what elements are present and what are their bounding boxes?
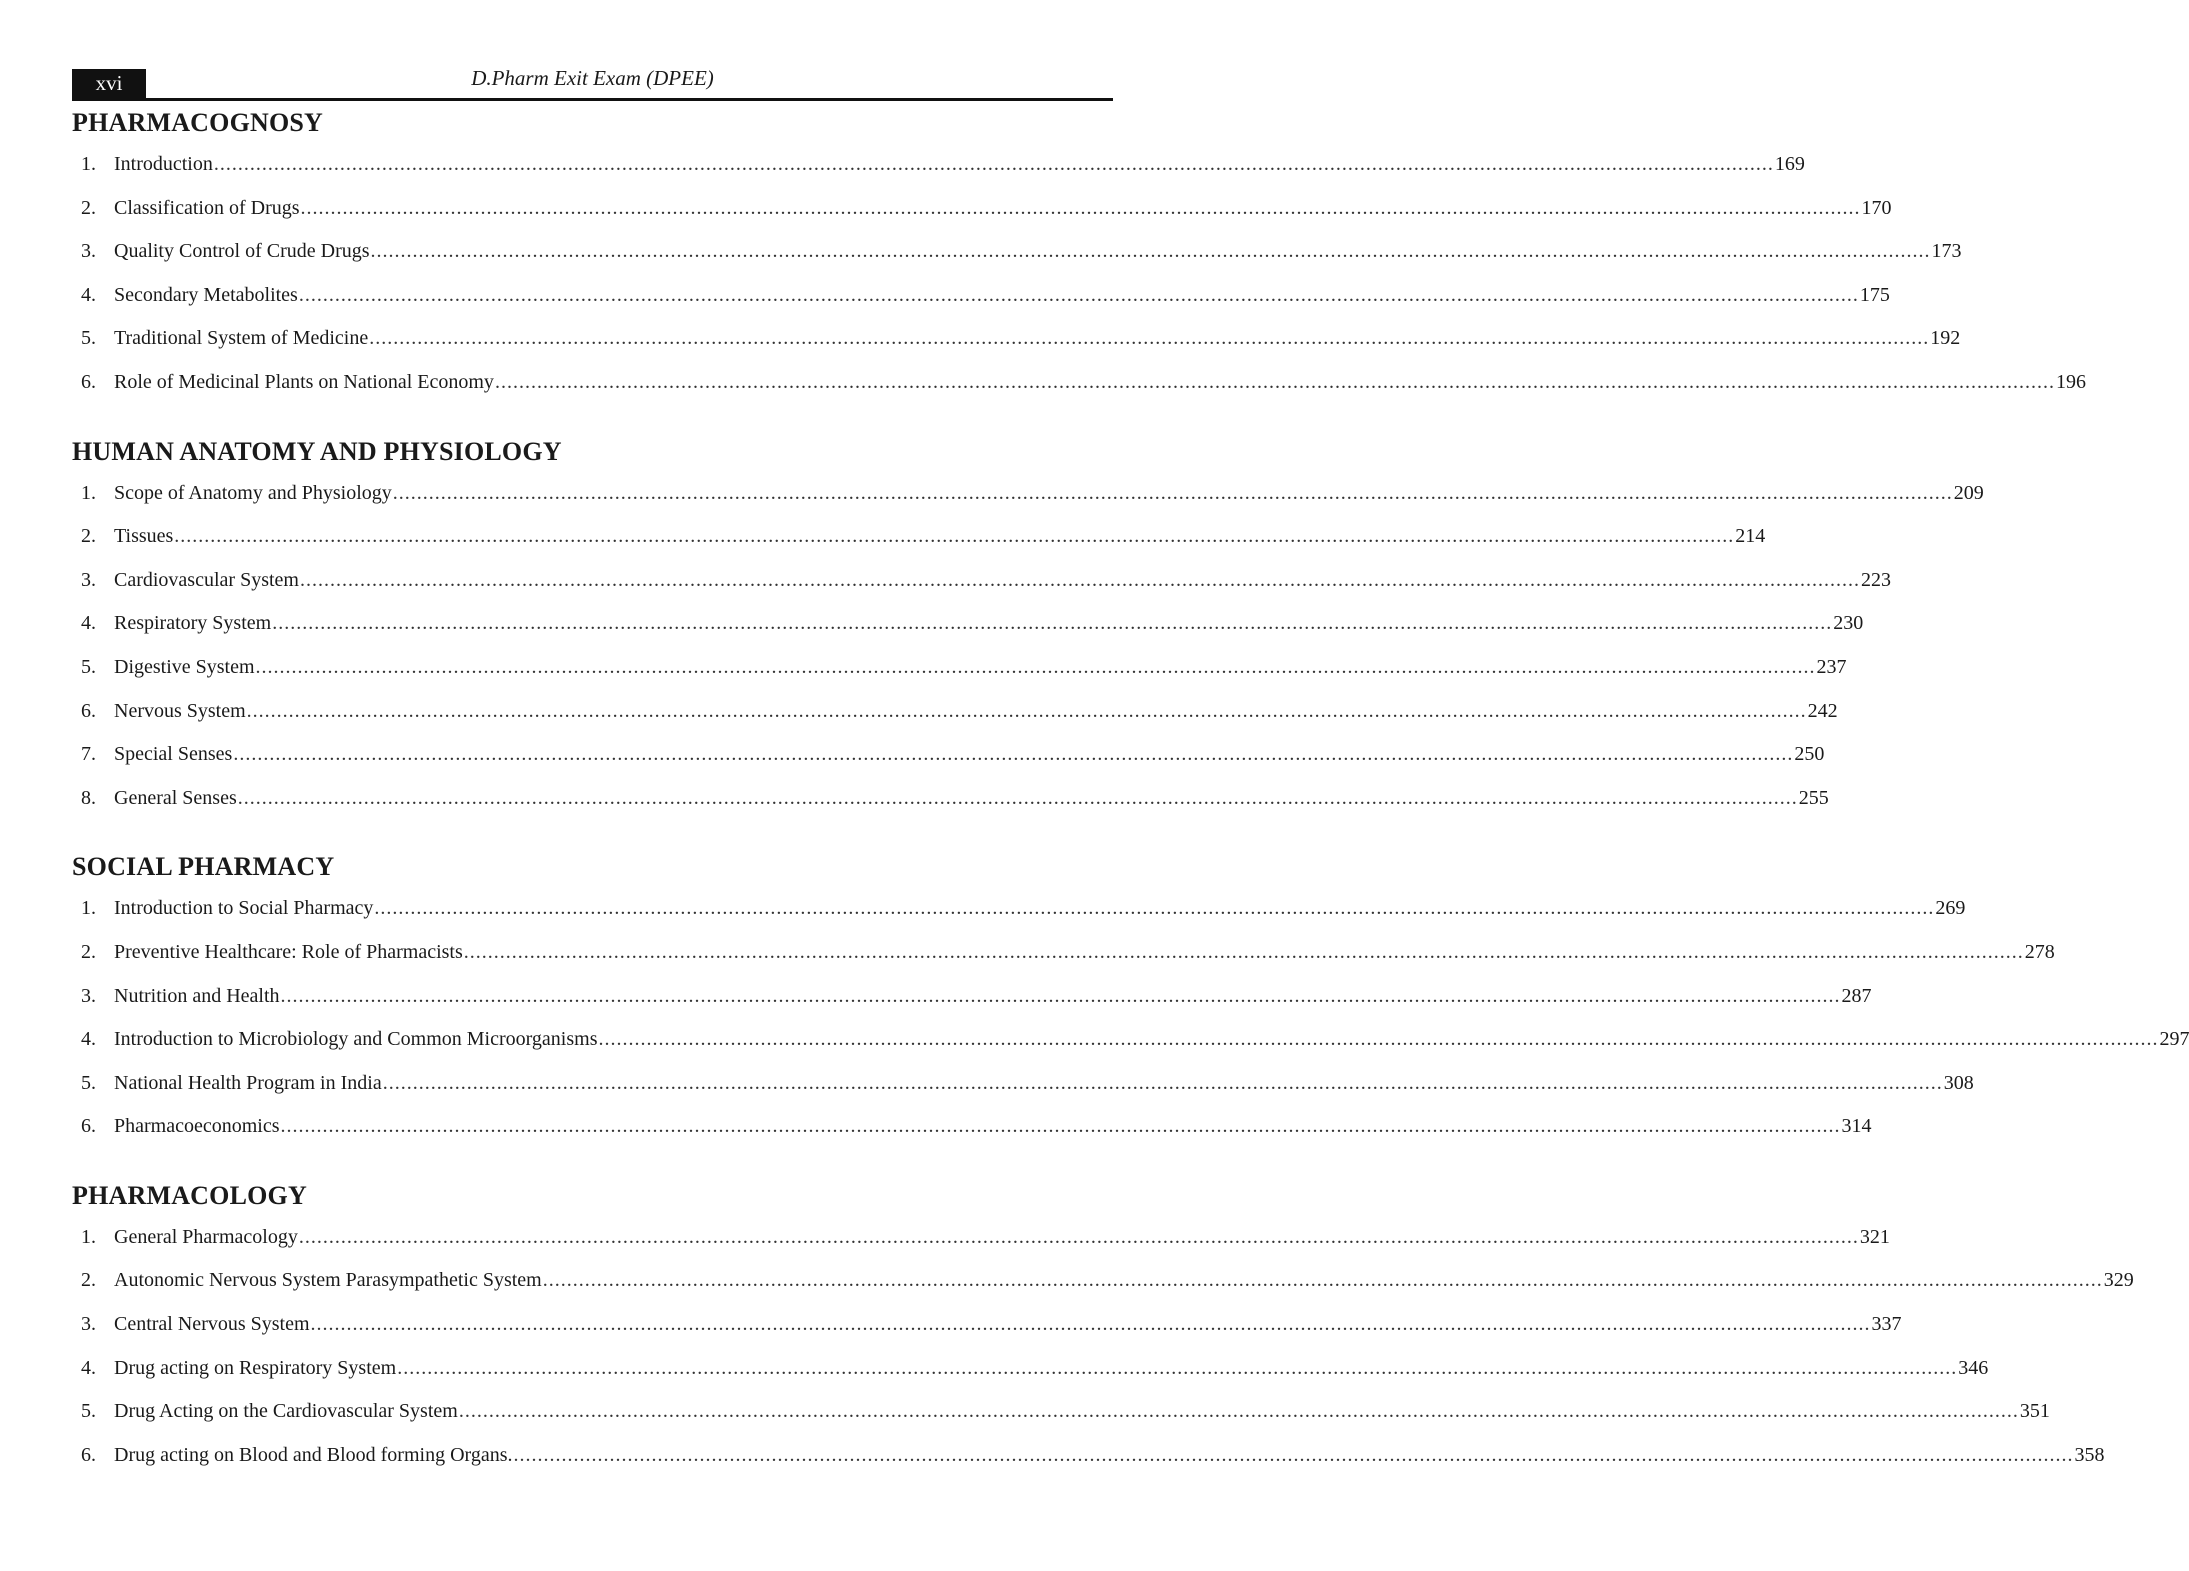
dot-leader: .................................................................................................................................................................................................................................................................... bbox=[174, 525, 1735, 548]
dot-leader: .................................................................................................................................................................................................................................................................... bbox=[458, 1400, 2019, 1423]
dot-leader: .................................................................................................................................................................................................................................................................... bbox=[370, 240, 1931, 263]
entry-page: 278 bbox=[2024, 940, 2055, 963]
toc-entry[interactable] bbox=[72, 743, 1825, 787]
toc-entry[interactable] bbox=[72, 240, 1962, 284]
dot-leader: .................................................................................................................................................................................................................................................................... bbox=[233, 743, 1794, 766]
entry-title: Introduction bbox=[114, 153, 213, 175]
entry-page: 242 bbox=[1807, 699, 1838, 722]
entry-title: Preventive Healthcare: Role of Pharmacists bbox=[114, 940, 463, 963]
entry-title: Nutrition and Health bbox=[114, 984, 280, 1007]
entry-number: 3. bbox=[81, 240, 96, 263]
entry-page: 169 bbox=[1774, 153, 1805, 175]
dot-leader: .................................................................................................................................................................................................................................................................... bbox=[463, 940, 2024, 963]
entry-title: Quality Control of Crude Drugs bbox=[114, 240, 370, 263]
page-header bbox=[72, 66, 1113, 101]
entry-number: 3. bbox=[81, 1313, 96, 1336]
toc-entry[interactable] bbox=[72, 1356, 1989, 1401]
toc-entry[interactable] bbox=[72, 327, 1961, 371]
dot-leader: .................................................................................................................................................................................................................................................................... bbox=[542, 1269, 2103, 1292]
toc-entry[interactable] bbox=[72, 568, 1891, 613]
dot-leader: .................................................................................................................................................................................................................................................................... bbox=[237, 786, 1798, 809]
toc-entry[interactable] bbox=[72, 699, 1838, 744]
dot-leader: .................................................................................................................................................................................................................................................................... bbox=[272, 612, 1833, 635]
entry-title: Autonomic Nervous System Parasympathetic System bbox=[114, 1269, 542, 1292]
dot-leader: .................................................................................................................................................................................................................................................................... bbox=[397, 1356, 1958, 1379]
entry-number: 2. bbox=[81, 1269, 96, 1292]
toc-entry[interactable] bbox=[72, 283, 1890, 328]
toc-entry[interactable] bbox=[72, 153, 1805, 197]
toc-entry[interactable] bbox=[72, 897, 1966, 941]
entry-title: Role of Medicinal Plants on National Economy bbox=[114, 370, 494, 393]
dot-leader: .................................................................................................................................................................................................................................................................... bbox=[280, 1115, 1841, 1138]
entry-title: Tissues bbox=[114, 525, 174, 548]
entry-page: 358 bbox=[2074, 1443, 2105, 1466]
entry-title: Nervous System bbox=[114, 699, 246, 722]
dot-leader: .................................................................................................................................................................................................................................................................... bbox=[310, 1313, 1871, 1336]
entry-page: 329 bbox=[2103, 1269, 2134, 1292]
entry-page: 321 bbox=[1859, 1225, 1890, 1248]
dot-leader: .................................................................................................................................................................................................................................................................... bbox=[513, 1443, 2074, 1466]
toc-list bbox=[72, 897, 2189, 1159]
toc-entry[interactable] bbox=[72, 1400, 2050, 1444]
entry-title: Central Nervous System bbox=[114, 1313, 310, 1336]
entry-title: Pharmacoeconomics bbox=[114, 1115, 280, 1138]
toc-entry[interactable] bbox=[72, 1028, 2189, 1072]
toc-entry[interactable] bbox=[72, 481, 1984, 526]
entry-number: 7. bbox=[81, 743, 96, 766]
entry-title: Introduction to Microbiology and Common Microorganisms bbox=[114, 1028, 598, 1051]
dot-leader: .................................................................................................................................................................................................................................................................... bbox=[392, 481, 1953, 504]
section-title: PHARMACOGNOSY bbox=[72, 108, 324, 137]
dot-leader: .................................................................................................................................................................................................................................................................... bbox=[300, 196, 1861, 219]
toc-list bbox=[72, 481, 1984, 831]
toc-section-pharmacology bbox=[72, 1174, 2134, 1488]
entry-page: 308 bbox=[1943, 1071, 1974, 1094]
toc-entry[interactable] bbox=[72, 786, 1829, 831]
dot-leader: .................................................................................................................................................................................................................................................................... bbox=[298, 283, 1859, 306]
dot-leader: .................................................................................................................................................................................................................................................................... bbox=[246, 699, 1807, 722]
dot-leader: .................................................................................................................................................................................................................................................................... bbox=[382, 1071, 1943, 1094]
dot-leader: .................................................................................................................................................................................................................................................................... bbox=[374, 897, 1935, 920]
entry-page: 346 bbox=[1958, 1356, 1989, 1379]
entry-page: 287 bbox=[1841, 984, 1872, 1007]
entry-title: National Health Program in India bbox=[114, 1071, 382, 1094]
entry-number: 1. bbox=[81, 481, 96, 504]
toc-entry[interactable] bbox=[72, 940, 2055, 985]
entry-number: 6. bbox=[81, 1115, 96, 1138]
entry-page: 314 bbox=[1841, 1115, 1872, 1138]
entry-page: 196 bbox=[2055, 370, 2086, 393]
entry-title: Cardiovascular System bbox=[114, 568, 299, 591]
entry-page: 351 bbox=[2019, 1400, 2050, 1423]
entry-number: 1. bbox=[81, 1225, 96, 1248]
entry-number: 5. bbox=[81, 1071, 96, 1094]
entry-page: 230 bbox=[1833, 612, 1864, 635]
entry-number: 5. bbox=[81, 655, 96, 678]
entry-number: 2. bbox=[81, 196, 96, 219]
entry-number: 2. bbox=[81, 525, 96, 548]
entry-page: 192 bbox=[1930, 327, 1961, 350]
entry-number: 1. bbox=[81, 153, 96, 175]
entry-number: 6. bbox=[81, 1443, 96, 1466]
entry-title: Drug acting on Respiratory System bbox=[114, 1356, 397, 1379]
dot-leader: .................................................................................................................................................................................................................................................................... bbox=[255, 655, 1816, 678]
dot-leader: .................................................................................................................................................................................................................................................................... bbox=[598, 1028, 2159, 1051]
entry-number: 6. bbox=[81, 370, 96, 393]
entry-title: Drug acting on Blood and Blood forming Organs. bbox=[114, 1443, 513, 1466]
entry-title: General Senses bbox=[114, 786, 237, 809]
entry-number: 4. bbox=[81, 283, 96, 306]
toc-entry[interactable] bbox=[72, 1313, 1902, 1357]
entry-number: 3. bbox=[81, 568, 96, 591]
dot-leader: .................................................................................................................................................................................................................................................................... bbox=[280, 984, 1841, 1007]
entry-number: 8. bbox=[81, 786, 96, 809]
dot-leader: .................................................................................................................................................................................................................................................................... bbox=[369, 327, 1930, 350]
entry-title: General Pharmacology bbox=[114, 1225, 298, 1248]
entry-title: Digestive System bbox=[114, 655, 255, 678]
section-title: HUMAN ANATOMY AND PHYSIOLOGY bbox=[72, 436, 562, 466]
toc-entry[interactable] bbox=[72, 196, 1892, 241]
running-title: D.Pharm Exit Exam (DPEE) bbox=[471, 66, 714, 90]
toc-entry[interactable] bbox=[72, 1071, 1974, 1116]
toc-entry[interactable] bbox=[72, 984, 1872, 1029]
toc-entry[interactable] bbox=[72, 525, 1766, 569]
toc-entry[interactable] bbox=[72, 1269, 2134, 1313]
dot-leader: .................................................................................................................................................................................................................................................................... bbox=[494, 370, 2055, 393]
toc-section-social-pharmacy bbox=[72, 845, 2189, 1159]
entry-page: 255 bbox=[1798, 786, 1829, 809]
entry-page: 250 bbox=[1794, 743, 1825, 766]
entry-page: 337 bbox=[1871, 1313, 1902, 1336]
entry-page: 170 bbox=[1861, 196, 1892, 219]
entry-number: 5. bbox=[81, 1400, 96, 1423]
entry-number: 5. bbox=[81, 327, 96, 350]
toc-entry[interactable] bbox=[72, 1115, 1872, 1159]
entry-title: Classification of Drugs bbox=[114, 196, 300, 219]
entry-page: 297 bbox=[2159, 1028, 2189, 1051]
entry-title: Secondary Metabolites bbox=[114, 283, 298, 306]
entry-title: Traditional System of Medicine bbox=[114, 327, 369, 350]
section-title: SOCIAL PHARMACY bbox=[72, 852, 335, 882]
entry-number: 3. bbox=[81, 984, 96, 1007]
toc-entry[interactable] bbox=[72, 1225, 1890, 1270]
toc-entry[interactable] bbox=[72, 370, 2086, 415]
page-number: xvi bbox=[72, 69, 146, 98]
entry-title: Respiratory System bbox=[114, 612, 272, 635]
entry-number: 4. bbox=[81, 1028, 96, 1051]
entry-number: 1. bbox=[81, 897, 96, 920]
toc-entry[interactable] bbox=[72, 1443, 2105, 1488]
dot-leader: .................................................................................................................................................................................................................................................................... bbox=[213, 153, 1774, 175]
toc-page bbox=[72, 66, 2189, 1487]
entry-page: 175 bbox=[1859, 283, 1890, 306]
toc-section-pharmacognosy bbox=[72, 101, 2086, 415]
toc-section-anatomy-physiology bbox=[72, 430, 1984, 831]
toc-entry[interactable] bbox=[72, 612, 1864, 656]
entry-title: Special Senses bbox=[114, 743, 233, 766]
entry-title: Drug Acting on the Cardiovascular System bbox=[114, 1400, 458, 1423]
entry-number: 6. bbox=[81, 699, 96, 722]
entry-title: Scope of Anatomy and Physiology bbox=[114, 481, 392, 504]
entry-number: 2. bbox=[81, 940, 96, 963]
entry-page: 214 bbox=[1735, 525, 1766, 548]
toc-list bbox=[72, 153, 2086, 415]
entry-title: Introduction to Social Pharmacy bbox=[114, 897, 374, 920]
entry-page: 269 bbox=[1935, 897, 1966, 920]
entry-page: 237 bbox=[1816, 655, 1847, 678]
entry-page: 173 bbox=[1931, 240, 1962, 263]
entry-page: 209 bbox=[1953, 481, 1984, 504]
entry-page: 223 bbox=[1860, 568, 1891, 591]
dot-leader: .................................................................................................................................................................................................................................................................... bbox=[298, 1225, 1859, 1248]
dot-leader: .................................................................................................................................................................................................................................................................... bbox=[299, 568, 1860, 591]
toc-list bbox=[72, 1225, 2134, 1488]
section-title: PHARMACOLOGY bbox=[72, 1180, 307, 1210]
entry-number: 4. bbox=[81, 612, 96, 635]
toc-entry[interactable] bbox=[72, 655, 1847, 700]
entry-number: 4. bbox=[81, 1356, 96, 1379]
